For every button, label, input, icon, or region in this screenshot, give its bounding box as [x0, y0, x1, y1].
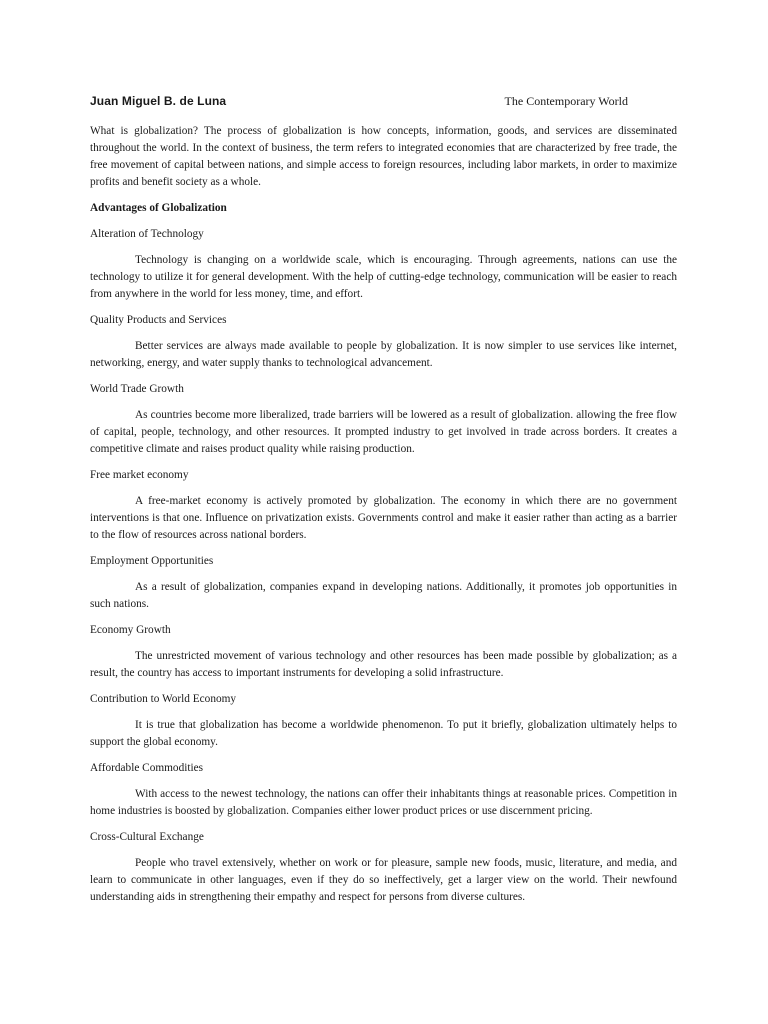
item-body-quality: Better services are always made available to people by globalization. It is now simpler to use services like internet, networking, energy, and water supply thanks to technological advancement.	[90, 340, 677, 369]
section-heading: Advantages of Globalization	[90, 202, 227, 214]
item-body-world-economy: It is true that globalization has become a worldwide phenomenon. To put it briefly, globalization ultimately helps to support the global economy.	[90, 719, 677, 748]
item-body-commodities: With access to the newest technology, the nations can offer their inhabitants things at reasonable prices. Competition in home industries is boosted by globalization. Companies either lower product prices or use discernment pricing.	[90, 788, 677, 817]
item-title-free-market: Free market economy	[90, 469, 189, 481]
document-header	[90, 94, 677, 109]
item-title-world-economy: Contribution to World Economy	[90, 693, 237, 705]
intro-paragraph: What is globalization? The process of globalization is how concepts, information, goods, and services are disseminated throughout the world. In the context of business, the term refers to integrated economies that are characterized by free trade, the free movement of capital between nations, and simple access to foreign resources, including labor markets, in order to maximize profits and benefit society as a whole.	[90, 125, 677, 188]
document-page	[90, 94, 677, 915]
item-title-quality: Quality Products and Services	[90, 314, 227, 326]
item-title-commodities: Affordable Commodities	[90, 762, 204, 774]
item-body-technology: Technology is changing on a worldwide scale, which is encouraging. Through agreements, nations can use the technology to utilize it for general development. With the help of cutting-edge technology, communication will be easier to reach from anywhere in the world for less money, time, and effort.	[90, 254, 677, 300]
item-body-economy-growth: The unrestricted movement of various technology and other resources has been made possible by globalization; as a result, the country has access to important instruments for developing a solid infrastructure.	[90, 650, 677, 679]
course-title: The Contemporary World	[504, 94, 628, 108]
item-title-cross-cultural: Cross-Cultural Exchange	[90, 831, 204, 843]
item-body-cross-cultural: People who travel extensively, whether on work or for pleasure, sample new foods, music, literature, and media, and learn to communicate in other languages, even if they do so ineffectively, get a larger view on the world. Their newfound understanding aids in strengthening their empathy and respect for persons from diverse cultures.	[90, 857, 677, 903]
item-body-employment: As a result of globalization, companies expand in developing nations. Additionally, it promotes job opportunities in such nations.	[90, 581, 677, 610]
item-title-employment: Employment Opportunities	[90, 555, 214, 567]
item-body-free-market: A free-market economy is actively promoted by globalization. The economy in which there are no government interventions is that one. Influence on privatization exists. Governments control and make it easier rather than acting as a barrier to the flow of resources across national borders.	[90, 495, 677, 541]
item-body-trade: As countries become more liberalized, trade barriers will be lowered as a result of globalization. allowing the free flow of capital, people, technology, and other resources. It prompted industry to get involved in trade across borders. It creates a competitive climate and raises product quality while raising production.	[90, 409, 677, 455]
item-title-economy-growth: Economy Growth	[90, 624, 171, 636]
author-name: Juan Miguel B. de Luna	[90, 94, 227, 108]
item-title-technology: Alteration of Technology	[90, 228, 204, 240]
item-title-trade: World Trade Growth	[90, 383, 184, 395]
